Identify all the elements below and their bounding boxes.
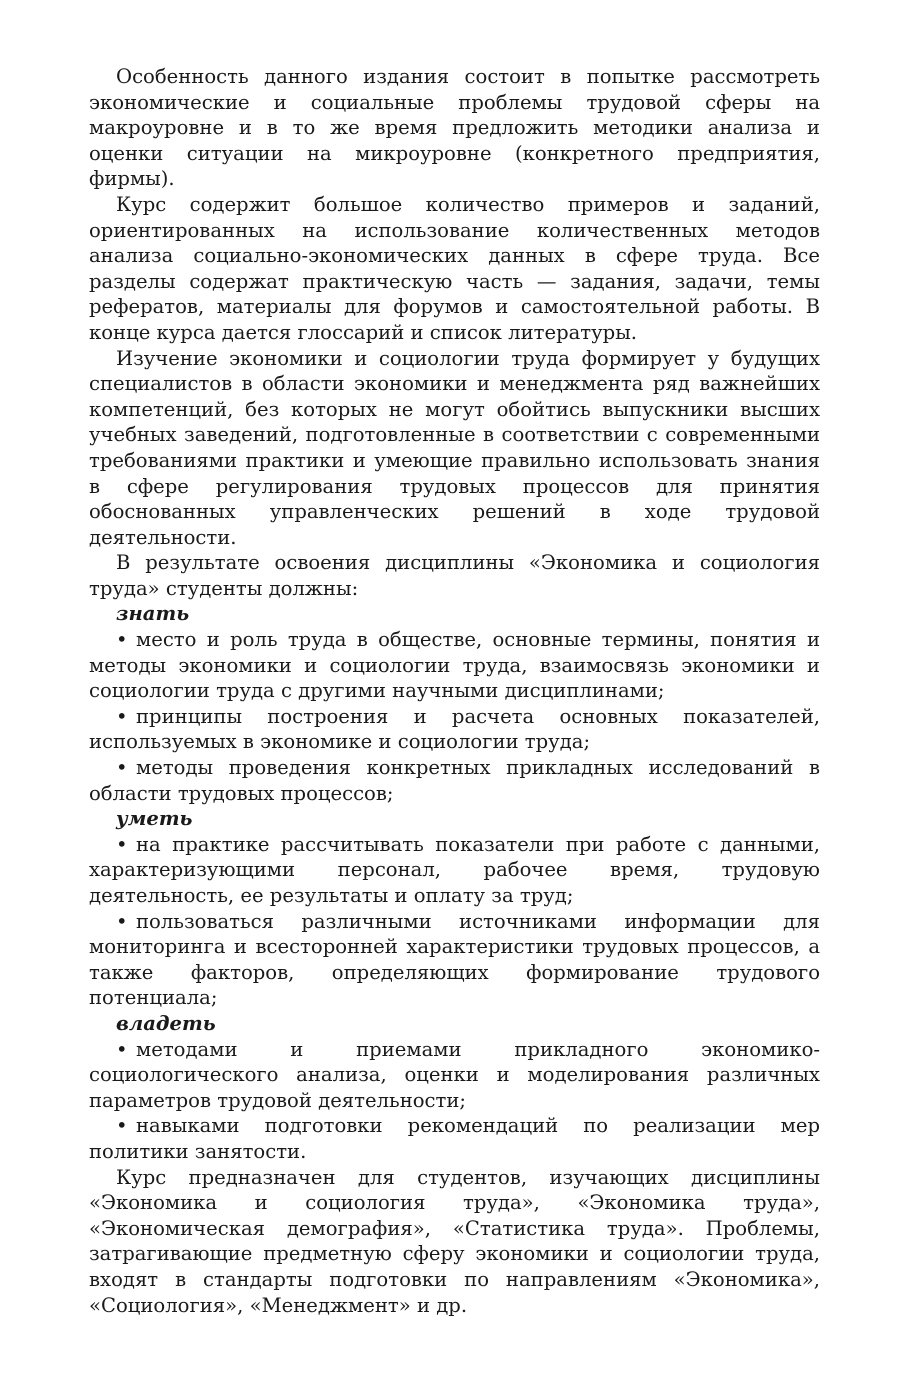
know-item-1 (89, 627, 820, 704)
competencies-paragraph: Изучение экономики и социологии труда формирует у будущих специалистов в области экономики и менеджмента ряд важнейших компетенций, без которых не могут обойтись выпускники высших учебных заведений, подготовленные в соответствии с современными требованиями практики и умеющие правильно использовать знания в сфере регулирования трудовых процессов для принятия обоснованных управленческих решений в ходе трудовой деятельности. (89, 346, 820, 549)
know-heading: знать (116, 602, 190, 626)
bullet-icon: • (116, 1037, 128, 1061)
able-item-2-text: пользоваться различными источниками информации для мониторинга и всесторонней характеристики трудовых процессов, а также факторов, определяющих формирование трудового потенциала; (89, 909, 820, 1010)
bullet-icon: • (116, 756, 128, 780)
able-heading: уметь (116, 807, 193, 831)
course-content-paragraph: Курс содержит большое количество примеров и заданий, ориентированных на использование количественных методов анализа социально-экономических данных в сфере труда. Все разделы содержат практическую часть — задания, задачи, темы рефератов, материалы для форумов и самостоятельной работы. В конце курса дается глоссарий и список литературы. (89, 192, 820, 344)
master-heading: владеть (116, 1011, 216, 1035)
know-item-2 (89, 704, 820, 755)
able-item-1-text: на практике рассчитывать показатели при работе с данными, характеризующими персонал, рабочее время, трудовую деятельность, ее результаты и оплату за труд; (89, 832, 820, 907)
bullet-icon: • (116, 832, 128, 856)
bullet-icon: • (116, 704, 128, 728)
know-item-2-text: принципы построения и расчета основных показателей, используемых в экономике и социологии труда; (89, 704, 820, 754)
master-item-1-text: методами и приемами прикладного экономико-социологического анализа, оценки и моделирования различных параметров трудовой деятельности; (89, 1037, 820, 1112)
master-item-1 (89, 1037, 820, 1114)
able-item-2 (89, 909, 820, 1011)
know-item-3-text: методы проведения конкретных прикладных исследований в области трудовых процессов; (89, 756, 820, 805)
master-item-2 (89, 1113, 820, 1164)
bullet-icon: • (116, 1114, 128, 1138)
intro-paragraph: Особенность данного издания состоит в попытке рассмотреть экономические и социальные проблемы трудовой сферы на макроуровне и в то же время предложить методики анализа и оценки ситуации на микроуровне (конкретного предприятия, фирмы). (89, 65, 820, 191)
bullet-icon: • (116, 909, 128, 933)
know-item-1-text: место и роль труда в обществе, основные термины, понятия и методы экономики и социологии труда, взаимосвязь экономики и социологии труда с другими научными дисциплинами; (89, 628, 820, 703)
document-page (89, 64, 820, 1318)
know-item-3 (89, 755, 820, 806)
able-item-1 (89, 832, 820, 909)
bullet-icon: • (116, 628, 128, 652)
outcomes-intro-paragraph: В результате освоения дисциплины «Экономика и социология труда» студенты должны: (89, 551, 820, 600)
audience-paragraph: Курс предназначен для студентов, изучающих дисциплины «Экономика и социология труда», «Экономика труда», «Экономическая демография», «Статистика труда». Проблемы, затрагивающие предметную сферу экономики и социологии труда, входят в стандарты подготовки по направлениям «Экономика», «Социология», «Менеджмент» и др. (89, 1165, 820, 1317)
master-item-2-text: навыками подготовки рекомендаций по реализации мер политики занятости. (89, 1114, 820, 1163)
